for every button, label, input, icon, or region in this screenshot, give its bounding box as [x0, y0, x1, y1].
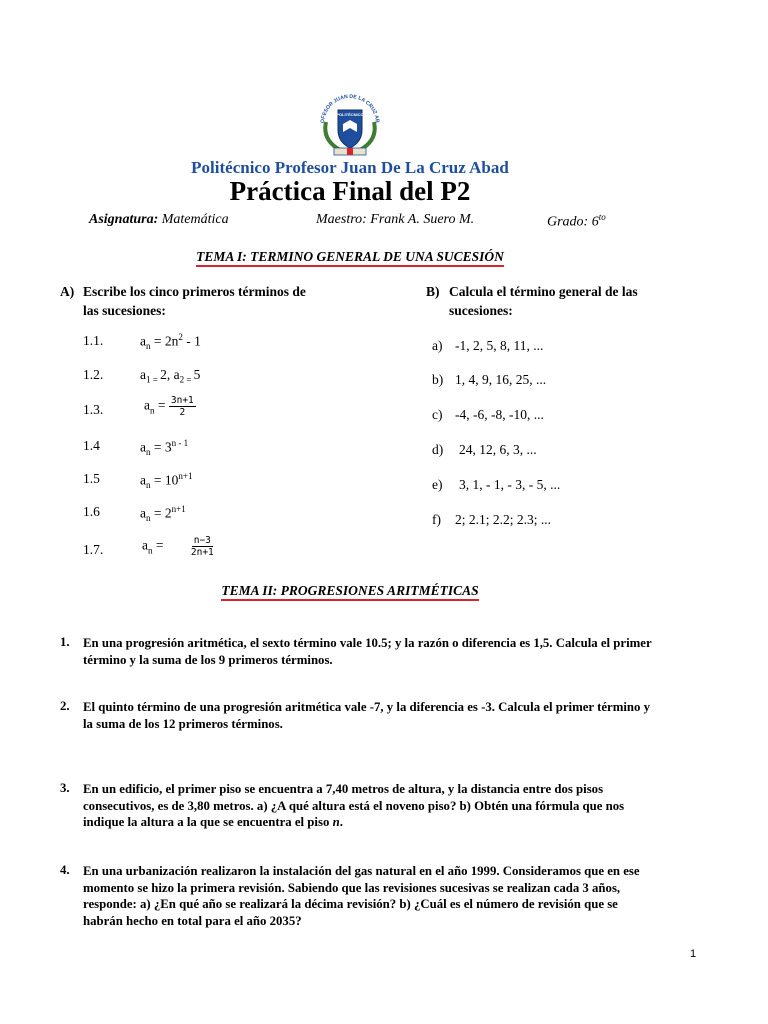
- partA-instruction-line: las sucesiones:: [83, 303, 166, 318]
- partA-instruction: [83, 282, 306, 320]
- item-number: 1.3.: [83, 402, 104, 417]
- partA-instruction-line: Escribe los cinco primeros términos de: [83, 284, 306, 299]
- tema1-heading: [0, 249, 700, 267]
- seq-letter: c): [432, 407, 443, 422]
- seq-letter: f): [432, 512, 441, 527]
- formula-1-2: $a_{1 =}$ 2, $a_{2 =}$ 5: [140, 367, 201, 385]
- item-number: 1.2.: [83, 367, 104, 382]
- crest-inner-text: POLITÉCNICO: [336, 112, 364, 117]
- partB-marker: B): [426, 284, 440, 299]
- item-number: 1.6: [83, 504, 100, 519]
- page-number: 1: [690, 948, 697, 960]
- seq-value: 2; 2.1; 2.2; 2.3; ...: [455, 512, 552, 527]
- problem-3-text: En un edificio, el primer piso se encuentra a 7,40 metros de altura, y la distancia entre dos pisos consecutivos, es de 3,80 metros. a) ¿A qué altura está el noveno piso? b) Obtén una fórmula que nos indique la altura a la que se encuentra el piso n.: [83, 782, 625, 829]
- school-crest-logo: [316, 84, 384, 160]
- item-number: 1.5: [83, 471, 100, 486]
- grade-prefix: Grado: 6: [547, 214, 599, 230]
- partB-instruction-line: Calcula el término general de las: [449, 284, 638, 299]
- partB-instruction-line: sucesiones:: [449, 303, 513, 318]
- seq-letter: e): [432, 477, 443, 492]
- problem-number: 2.: [60, 699, 70, 713]
- seq-value: 1, 4, 9, 16, 25, ...: [455, 372, 547, 387]
- formula-1-1: $a_n = 2n^2 - 1$: [140, 332, 201, 352]
- item-number: 1.4: [83, 438, 100, 453]
- formula-1-6: $a_n = 2^{n+1}$: [140, 504, 186, 524]
- subject-value: Matemática: [161, 212, 229, 227]
- problem-4-text: En una urbanización realizaron la instalación del gas natural en el año 1999. Consideramos que en ese momento se hizo la primera revisión. Sabiendo que las revisiones sucesivas se realizan cada 3 años, responde: a) ¿En qué año se realizará la décima revisión? b) ¿Cuál es el número de revisión que se habrán hecho en total para el año 2035?: [83, 864, 640, 928]
- crest-icon: [316, 84, 384, 160]
- grade-suffix: to: [598, 212, 606, 222]
- page-title: Práctica Final del P2: [229, 176, 471, 206]
- item-number: 1.1.: [83, 333, 104, 348]
- subject-label: Asignatura:: [89, 212, 159, 227]
- fraction: $\frac{3n+1}{2}$: [170, 395, 194, 418]
- seq-letter: b): [432, 372, 444, 387]
- item-number: 1.7.: [83, 542, 104, 557]
- partA-marker: A): [60, 284, 75, 299]
- teacher-line: Maestro: Frank A. Suero M.: [316, 212, 475, 227]
- problem-number: 3.: [60, 781, 70, 795]
- tema2-heading-text: TEMA II: PROGRESIONES ARITMÉTICAS: [221, 583, 478, 601]
- problem-2-text: El quinto término de una progresión aritmética vale -7, y la diferencia es -3. Calcula el primer término y la suma de los 12 primeros términos.: [83, 700, 651, 731]
- partB-instruction: [449, 282, 638, 320]
- formula-1-3: $a_n$ = $\frac{3n+1}{2}$: [144, 395, 194, 418]
- formula-1-7: $a_n$ = $\frac{n-3}{2n+1}$: [142, 535, 214, 558]
- crest-arc-text: OFESOR JUAN DE LA CRUZ AB: [319, 93, 381, 124]
- subject-line: [89, 212, 229, 228]
- seq-value: -4, -6, -8, -10, ...: [455, 407, 544, 422]
- problem-number: 1.: [60, 635, 70, 649]
- grade-line: [547, 212, 606, 231]
- formula-1-5: $a_n = 10^{n+1}$: [140, 471, 193, 491]
- problem-1-text: En una progresión aritmética, el sexto término vale 10.5; y la razón o diferencia es 1,5. Calcula el primer término y la suma de los 9 primeros términos.: [83, 636, 652, 667]
- seq-value: 3, 1, - 1, - 3, - 5, ...: [459, 477, 561, 492]
- fraction: $\frac{n-3}{2n+1}$: [190, 535, 214, 558]
- school-name: Politécnico Profesor Juan De La Cruz Abad: [191, 158, 509, 177]
- seq-letter: a): [432, 338, 443, 353]
- tema2-heading: [0, 583, 700, 601]
- seq-value: 24, 12, 6, 3, ...: [459, 442, 537, 457]
- seq-value: -1, 2, 5, 8, 11, ...: [455, 338, 544, 353]
- formula-1-4: $a_n = 3^{n - 1}$: [140, 438, 189, 458]
- problem-number: 4.: [60, 863, 70, 877]
- seq-letter: d): [432, 442, 444, 457]
- tema1-heading-text: TEMA I: TERMINO GENERAL DE UNA SUCESIÓN: [196, 249, 504, 267]
